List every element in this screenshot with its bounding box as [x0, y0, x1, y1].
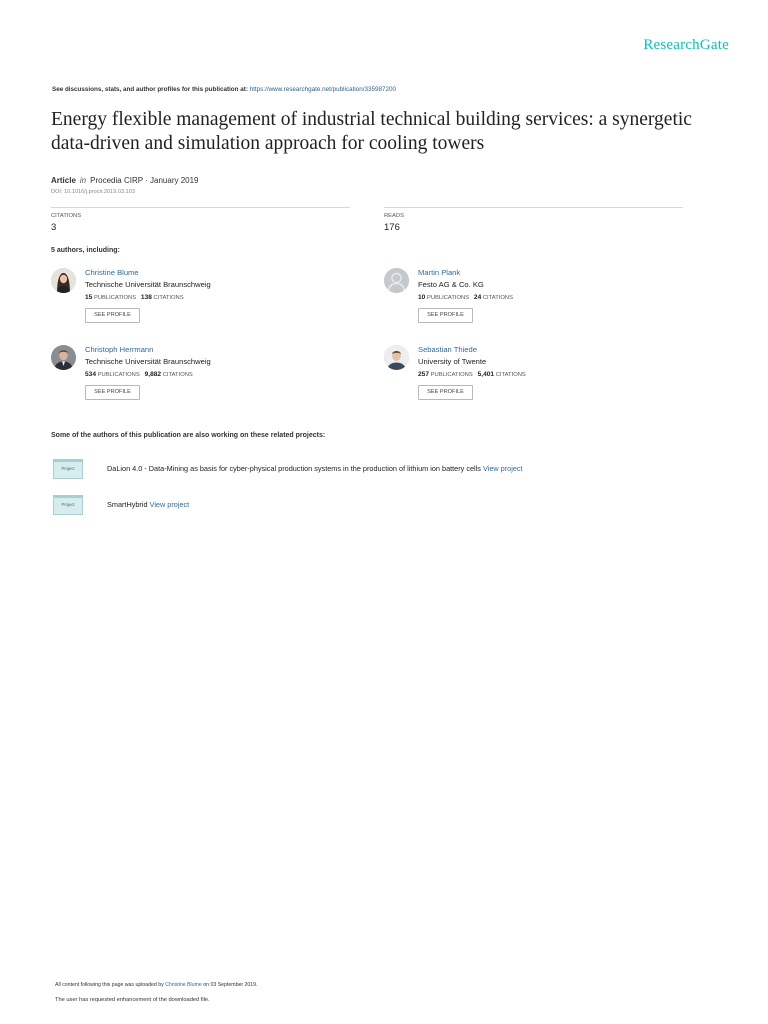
project-item: [107, 464, 523, 473]
journal-name: Procedia CIRP: [90, 176, 143, 185]
citations-count: 9,882: [144, 371, 162, 378]
divider-reads: [384, 207, 683, 208]
doi: DOI: 10.1016/j.procir.2019.03.103: [51, 189, 135, 195]
avatar-placeholder-icon[interactable]: [384, 268, 409, 293]
researchgate-logo[interactable]: ResearchGate: [643, 37, 729, 53]
author-name[interactable]: Sebastian Thiede: [418, 345, 477, 354]
author-card-christoph-herrmann: [51, 345, 351, 407]
avatar[interactable]: [51, 345, 76, 370]
uploader-link[interactable]: Christine Blume: [165, 982, 202, 988]
upload-note: [55, 982, 258, 988]
author-name[interactable]: Martin Plank: [418, 268, 461, 277]
author-stats: [85, 294, 184, 301]
reads-label: READS: [384, 213, 404, 219]
publications-label: PUBLICATIONS: [430, 372, 473, 378]
project-icon[interactable]: Project: [53, 495, 83, 515]
citations-label: CITATIONS: [162, 372, 193, 378]
citations-label: CITATIONS: [51, 213, 82, 219]
publications-label: PUBLICATIONS: [426, 295, 470, 301]
enhancement-note: The user has requested enhancement of the downloaded file.: [55, 997, 210, 1003]
publications-label: PUBLICATIONS: [93, 295, 137, 301]
author-stats: [418, 371, 526, 378]
publications-count: 534: [85, 371, 97, 378]
author-affiliation: Technische Universität Braunschweig: [85, 280, 211, 289]
publications-count: 15: [85, 294, 93, 301]
project-title: SmartHybrid: [107, 500, 148, 509]
see-profile-button[interactable]: SEE PROFILE: [85, 385, 140, 400]
see-profile-button[interactable]: SEE PROFILE: [85, 308, 140, 323]
author-card-sebastian-thiede: [384, 345, 684, 407]
author-card-christine-blume: [51, 268, 351, 330]
authors-heading: 5 authors, including:: [51, 247, 120, 254]
see-profile-button[interactable]: SEE PROFILE: [418, 385, 473, 400]
project-item: [107, 500, 189, 509]
avatar[interactable]: [384, 345, 409, 370]
citations-label: CITATIONS: [153, 295, 184, 301]
author-name[interactable]: Christoph Herrmann: [85, 345, 154, 354]
citations-label: CITATIONS: [495, 372, 526, 378]
publications-count: 257: [418, 371, 430, 378]
author-stats: [85, 371, 193, 378]
author-affiliation: University of Twente: [418, 357, 487, 366]
article-in: in: [79, 176, 87, 185]
author-stats: [418, 294, 513, 301]
see-profile-button[interactable]: SEE PROFILE: [418, 308, 473, 323]
avatar[interactable]: [51, 268, 76, 293]
view-project-link[interactable]: View project: [149, 500, 190, 509]
author-affiliation: Technische Universität Braunschweig: [85, 357, 211, 366]
citations-count: 24: [473, 294, 482, 301]
citations-count: 138: [140, 294, 152, 301]
publication-title: Energy flexible management of industrial technical building services: a synergetic data-driven and simulation approach for cooling towers: [51, 109, 692, 154]
view-project-link[interactable]: View project: [482, 464, 523, 473]
publication-link[interactable]: https://www.researchgate.net/publication/335987200: [249, 86, 397, 93]
author-affiliation: Festo AG & Co. KG: [418, 280, 484, 289]
citations-count: 3: [51, 222, 57, 233]
upload-suffix: on 03 September 2019.: [203, 982, 258, 988]
discussion-line: [52, 86, 396, 93]
citations-count: 5,401: [477, 371, 495, 378]
project-title: DaLion 4.0 - Data-Mining as basis for cyber-physical production systems in the production of lithium ion battery cells: [107, 464, 481, 473]
article-meta: Article in Procedia CIRP · January 2019: [51, 176, 199, 185]
divider-citations: [51, 207, 350, 208]
author-card-martin-plank: [384, 268, 684, 330]
article-type: Article: [51, 176, 76, 185]
related-projects-heading: Some of the authors of this publication are also working on these related projects:: [51, 432, 326, 439]
discussion-prefix: See discussions, stats, and author profiles for this publication at:: [52, 86, 248, 93]
reads-count: 176: [384, 222, 400, 233]
publications-count: 10: [418, 294, 426, 301]
project-icon[interactable]: Project: [53, 459, 83, 479]
publications-label: PUBLICATIONS: [97, 372, 140, 378]
publication-date: January 2019: [150, 176, 199, 185]
author-name[interactable]: Christine Blume: [85, 268, 139, 277]
citations-label: CITATIONS: [482, 295, 513, 301]
upload-prefix: All content following this page was uploaded by: [55, 982, 164, 988]
